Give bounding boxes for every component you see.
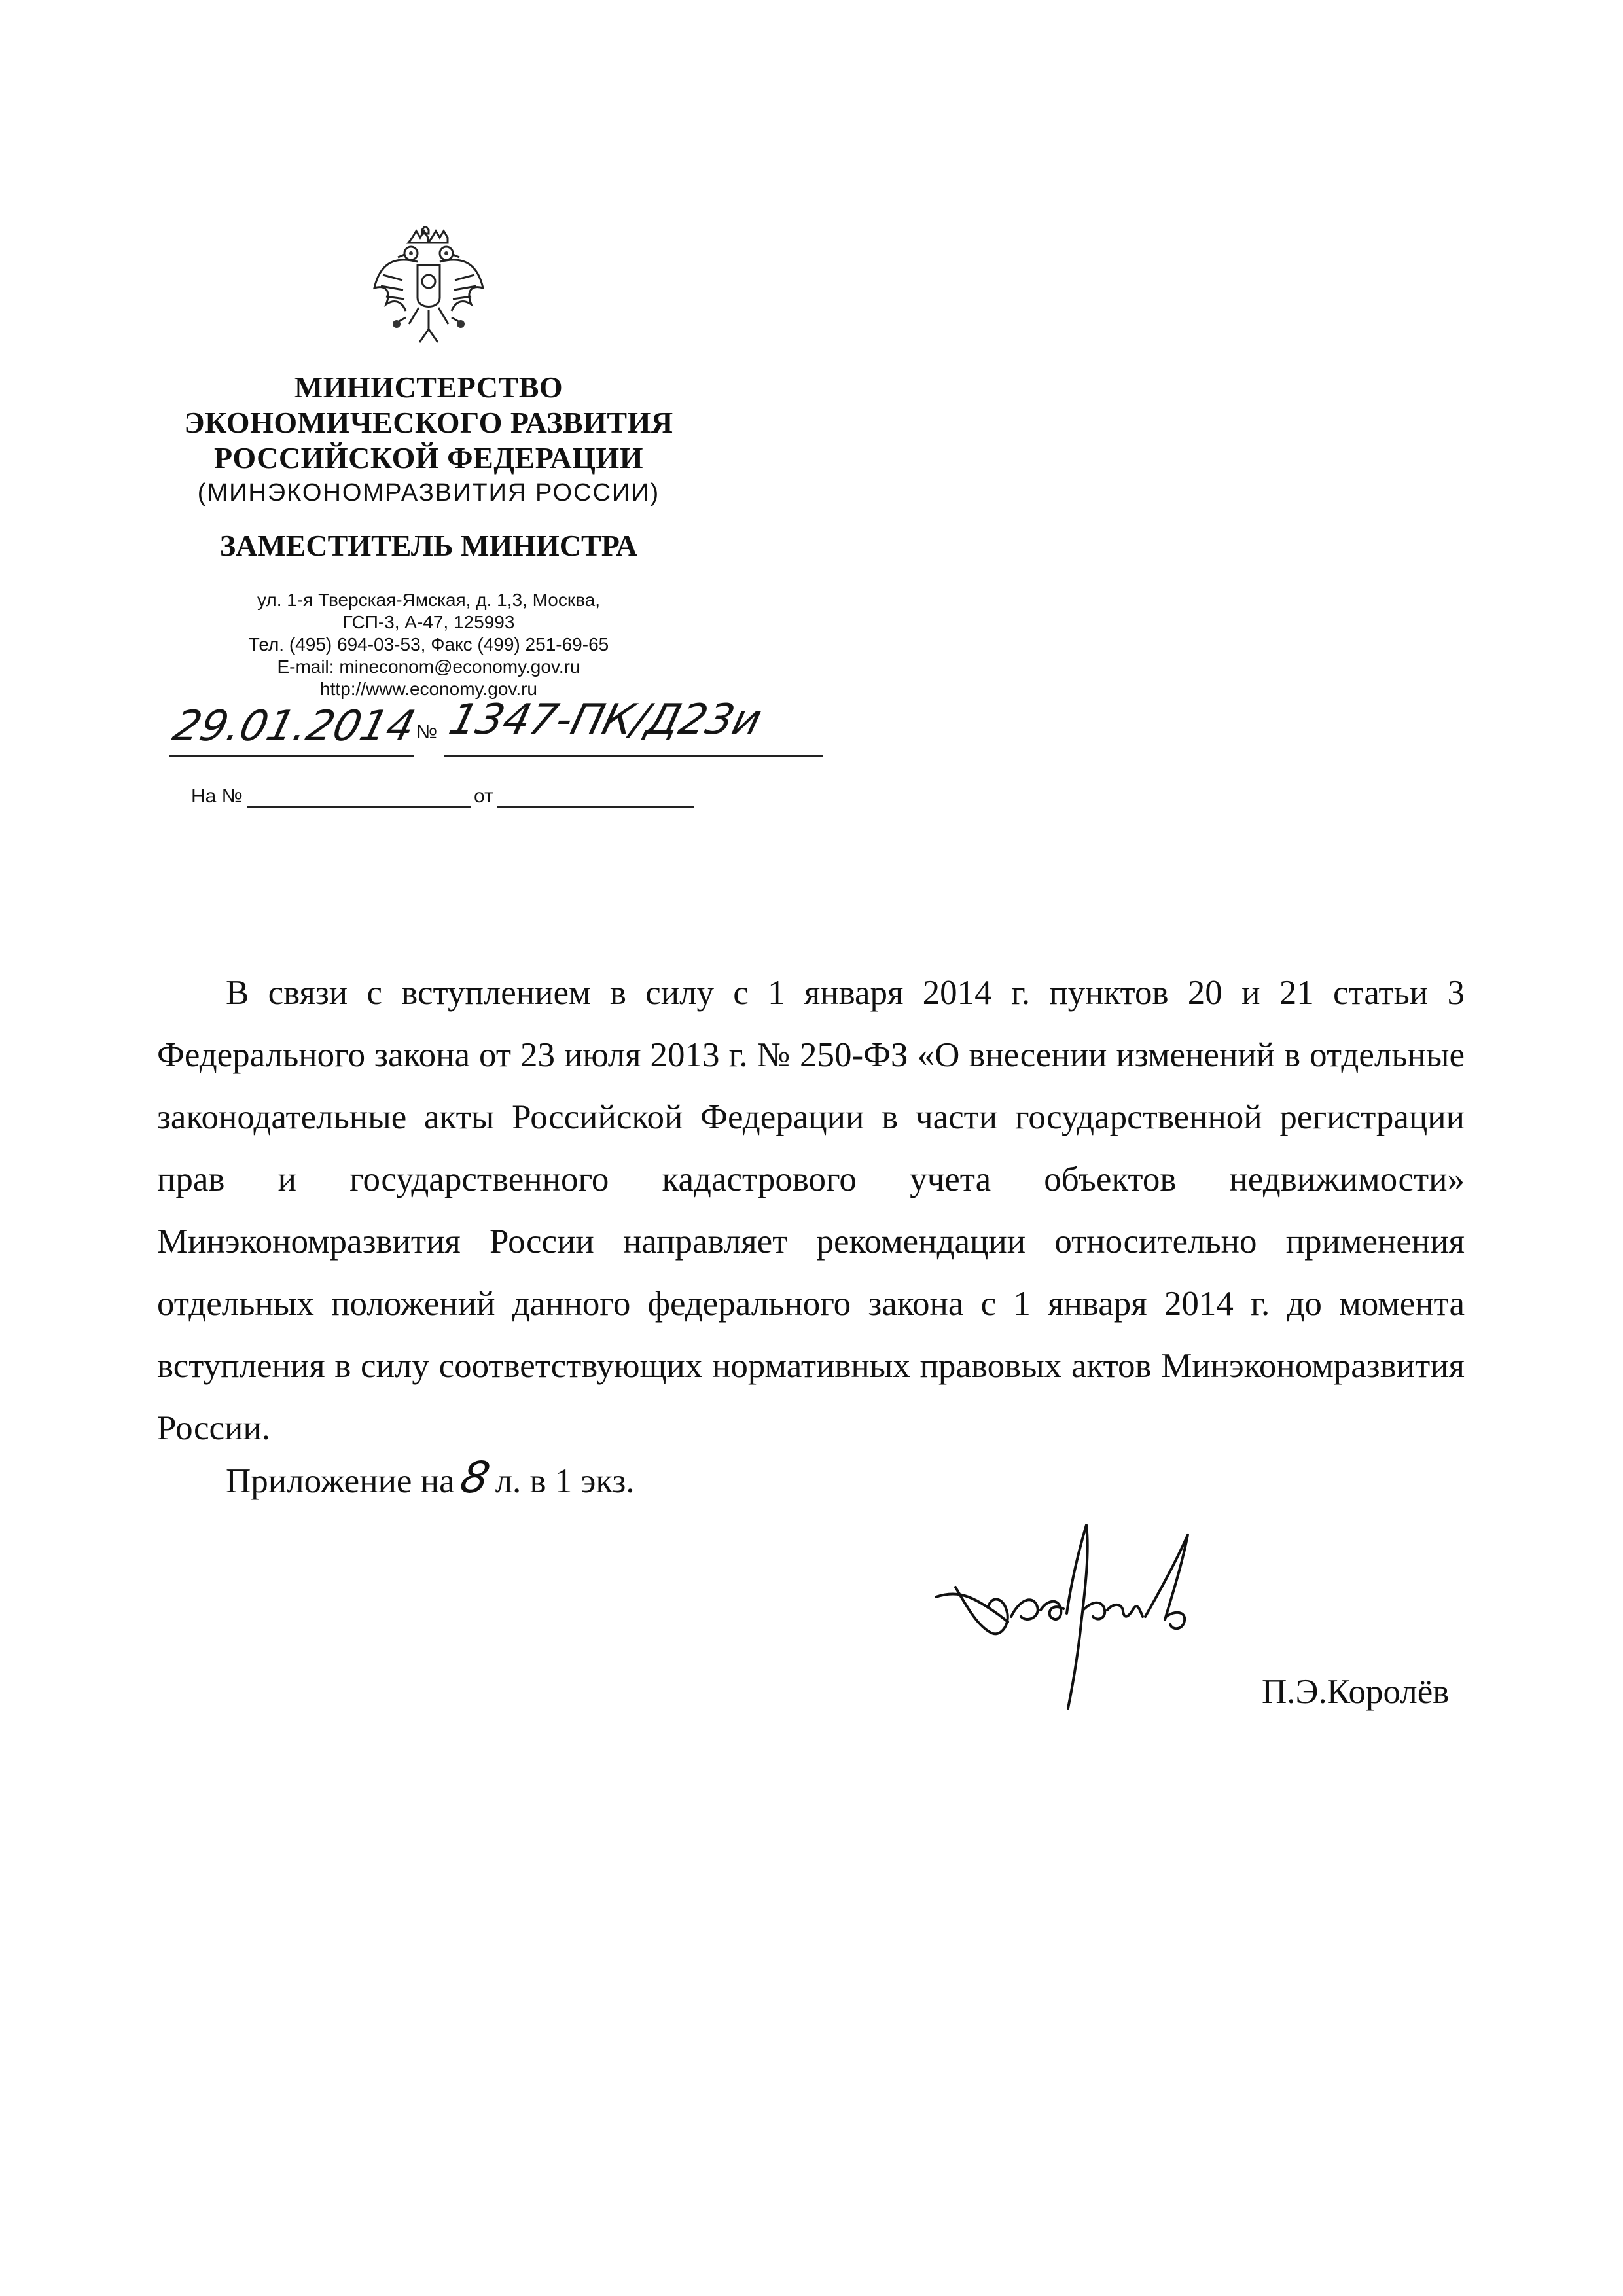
letterhead-address xyxy=(170,589,687,700)
number-sign: № xyxy=(416,721,438,743)
handwritten-signature xyxy=(929,1518,1270,1715)
reply-number-blank xyxy=(247,806,471,808)
address-email: E-mail: mineconom@economy.gov.ru xyxy=(277,656,580,677)
sender-position: ЗАМЕСТИТЕЛЬ МИНИСТРА xyxy=(219,529,638,562)
outgoing-number: 1347-ПК/Д23и xyxy=(444,696,767,744)
attachment-page-count: 8 xyxy=(455,1452,494,1503)
attachment-line xyxy=(226,1446,635,1513)
number-underline xyxy=(444,755,823,757)
address-website: http://www.economy.gov.ru xyxy=(320,679,537,699)
coat-of-arms-emblem xyxy=(366,226,491,350)
body-paragraph: В связи с вступлением в силу с 1 января 2014 г. пунктов 20 и 21 статьи 3 Федерального закона от 23 июля 2013 г. № 250-ФЗ «О внесении изменений в отдельные законодательные акты Российской Федерации в части государственной регистрации прав и государственного кадастрового учета объектов недвижимости» Минэкономразвития России направляет рекомендации относительно применения отдельных положений данного федерального закона с 1 января 2014 г. до момента вступления в силу соответствующих нормативных правовых актов Минэкономразвития России. xyxy=(157,974,1465,1447)
ministry-name-line-3: РОССИЙСКОЙ ФЕДЕРАЦИИ xyxy=(214,441,643,475)
outgoing-date: 29.01.2014 xyxy=(168,702,420,751)
address-phone: Тел. (495) 694-03-53, Факс (499) 251-69-65 xyxy=(248,634,609,655)
attachment-suffix: л. в 1 экз. xyxy=(495,1462,635,1500)
reply-date-label: от xyxy=(474,785,493,807)
letterhead-organization xyxy=(170,370,687,564)
letter-body xyxy=(157,962,1465,1460)
outgoing-registration xyxy=(169,694,836,769)
reply-date-blank xyxy=(497,806,694,808)
reply-number-label: На № xyxy=(191,785,243,807)
address-street: ул. 1-я Тверская-Ямская, д. 1,3, Москва, xyxy=(257,590,600,610)
date-underline xyxy=(169,755,414,757)
ministry-name-line-2: ЭКОНОМИЧЕСКОГО РАЗВИТИЯ xyxy=(184,406,673,439)
attachment-prefix: Приложение на xyxy=(226,1462,455,1500)
address-postal: ГСП-3, А-47, 125993 xyxy=(342,612,515,632)
ministry-name-line-1: МИНИСТЕРСТВО xyxy=(294,370,563,404)
reply-reference xyxy=(191,785,702,815)
ministry-short-name: (МИНЭКОНОМРАЗВИТИЯ РОССИИ) xyxy=(197,479,660,507)
signer-name: П.Э.Королёв xyxy=(1262,1673,1450,1711)
